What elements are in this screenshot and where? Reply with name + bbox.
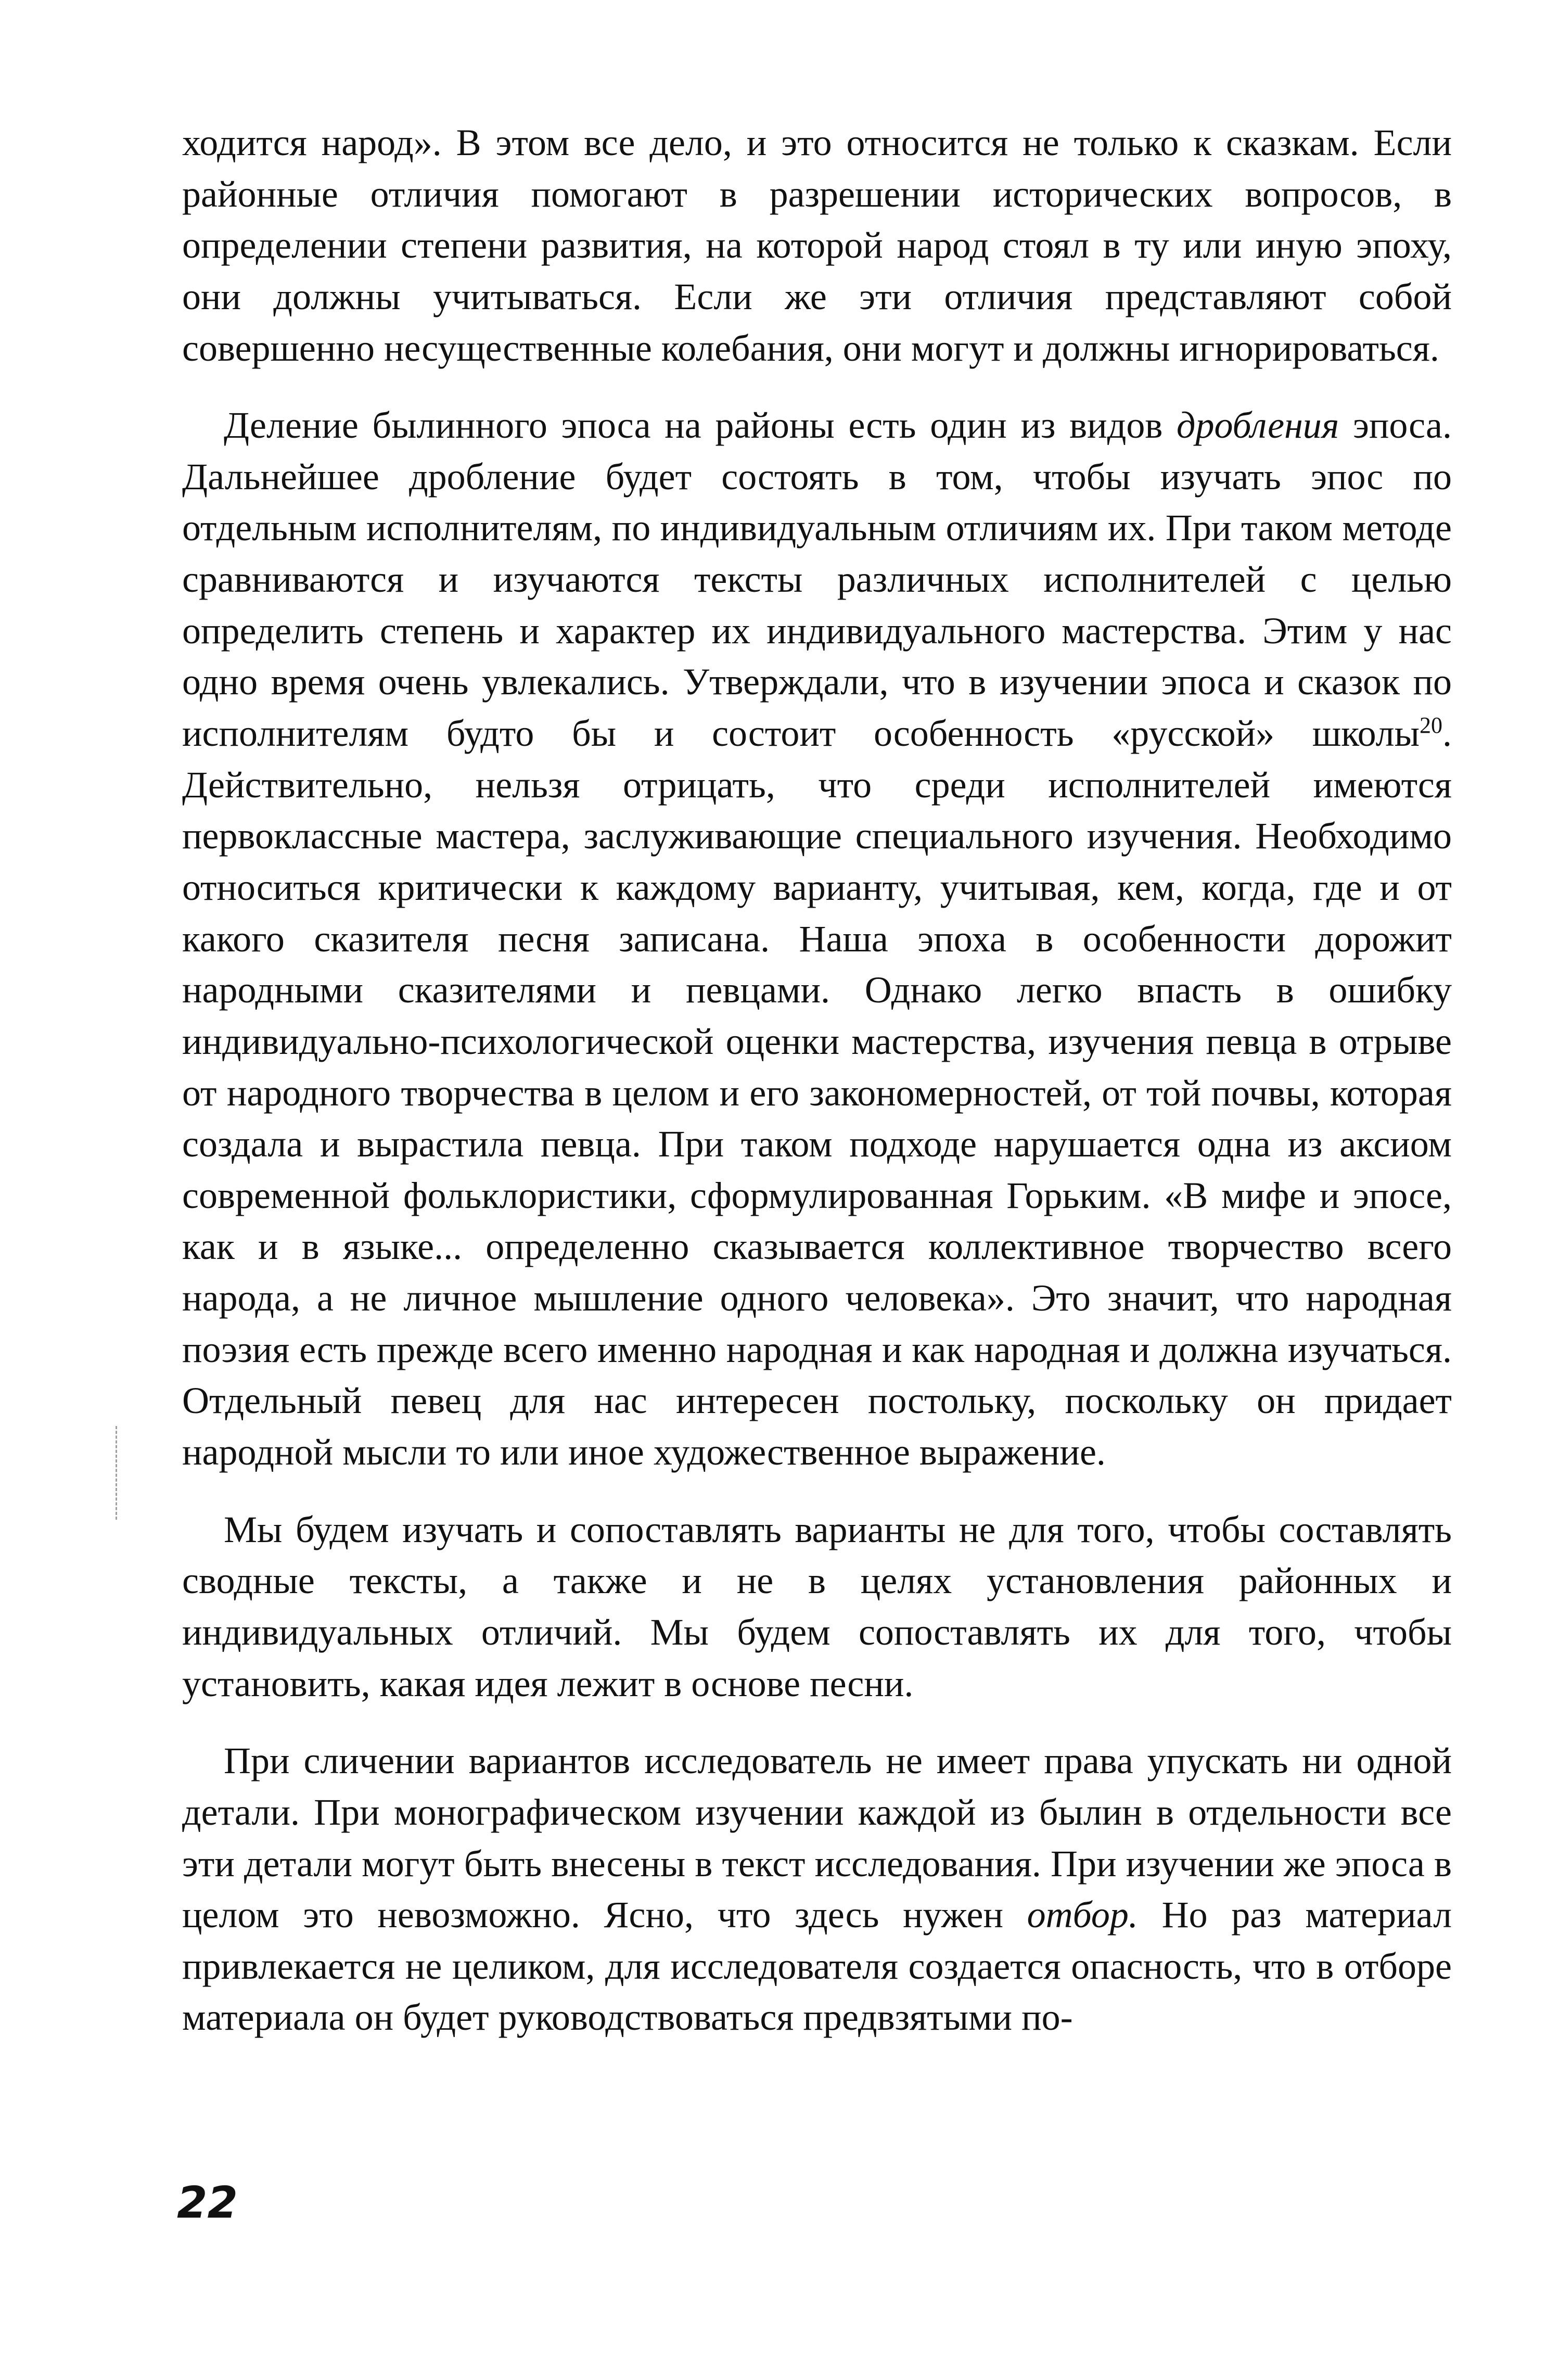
- text-run: ходится народ». В этом все дело, и это относится не только к сказкам. Если районные отличия помогают в разрешении исторических вопросов, в определении степени развития, на которой народ стоял в ту или иную эпоху, они должны учитываться. Если же эти отличия представляют собой совершенно несущественные колебания, они могут и должны игнорироваться.: [182, 122, 1452, 369]
- paragraph: [182, 1735, 1452, 2043]
- text-run: Но раз материал привлекается не целиком, для исследователя создается опасность, что в отборе материала он будет руководствоваться предвзятыми по-: [182, 1894, 1452, 2039]
- text-run: Деление былинного эпоса на районы есть один из видов: [224, 404, 1177, 447]
- body-text: [182, 117, 1452, 2043]
- text-run: При сличении вариантов исследователь не имеет права упускать ни одной детали. При монографическом изучении каждой из былин в отдельности все эти детали могут быть внесены в текст исследования. При изучении же эпоса в целом это невозможно. Ясно, что здесь нужен: [182, 1740, 1452, 1936]
- footnote-reference: 20: [1420, 712, 1442, 739]
- italic-term: дробления: [1177, 404, 1339, 447]
- text-run: Мы будем изучать и сопоставлять варианты не для того, чтобы составлять сводные тексты, а также и не в целях установления районных и индивидуальных отличий. Мы будем сопоставлять их для того, чтобы установить, какая идея лежит в основе песни.: [182, 1508, 1452, 1704]
- margin-pencil-mark: [116, 1426, 120, 1520]
- paragraph: [182, 117, 1452, 374]
- paragraph: [182, 400, 1452, 1478]
- text-run: . Действительно, нельзя отрицать, что среди исполнителей имеются первоклассные мастера, заслуживающие специального изучения. Необходимо относиться критически к каждому варианту, учитывая, кем, когда, где и от какого сказителя песня записана. Наша эпоха в особенности дорожит народными сказителями и певцами. Однако легко впасть в ошибку индивидуально-психологической оценки мастерства, изучения певца в отрыве от народного творчества в целом и его закономерностей, от той почвы, которая создала и вырастила певца. При таком подходе нарушается одна из аксиом современной фольклористики, сформулированная Горьким. «В мифе и эпосе, как и в языке... определенно сказывается коллективное творчество всего народа, а не личное мышление одного человека». Это значит, что народная поэзия есть прежде всего именно народная и как народная и должна изучаться. Отдельный певец для нас интересен постольку, поскольку он придает народной мысли то или иное художественное выражение.: [182, 712, 1452, 1473]
- italic-term: отбор.: [1027, 1894, 1138, 1936]
- paragraph: [182, 1504, 1452, 1710]
- text-run: эпоса. Дальнейшее дробление будет состоять в том, чтобы изучать эпос по отдельным исполнителям, по индивидуальным отличиям их. При таком методе сравниваются и изучаются тексты различных исполнителей с целью определить степень и характер их индивидуального мастерства. Этим у нас одно время очень увлекались. Утверждали, что в изучении эпоса и сказок по исполнителям будто бы и состоит особенность «русской» школы: [182, 404, 1452, 755]
- page-number: 22: [177, 2177, 238, 2228]
